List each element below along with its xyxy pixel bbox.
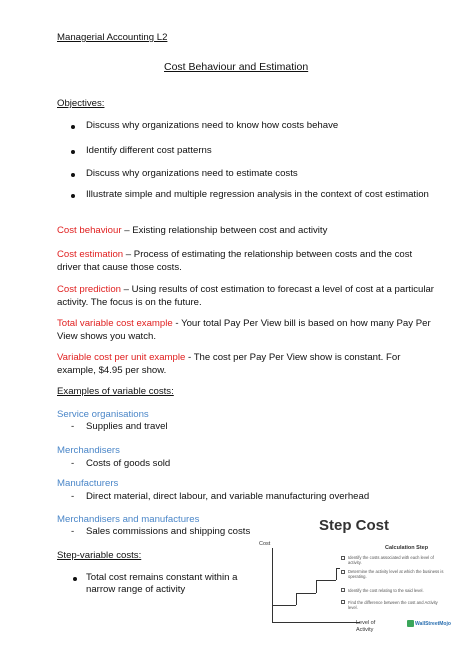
brand-logo-icon [407,620,414,627]
definition-term: Total variable cost example [57,318,173,329]
definition-text: - The cost per Pay Per View show is constant. For example, $4.95 per show. [57,352,401,377]
category-item: Sales commissions and shipping costs [86,526,251,537]
step-bullet-line-1: Total cost remains constant within a [86,572,238,583]
definition-text: – Existing relationship between cost and activity [121,225,328,236]
definition-variable-cost-per-unit [57,351,437,377]
figure-y-label: Cost [259,541,271,547]
calculation-step: Identify the cost relating to the said level. [348,588,424,593]
figure-x-axis [272,622,360,623]
definition-cost-behaviour [57,224,437,237]
step-line [272,605,296,606]
calculation-step: Identify the costs associated with each level of activity. [348,555,434,565]
category-label: Merchandisers [57,445,120,456]
objective-item: Illustrate simple and multiple regression analysis in the context of cost estimation [86,189,429,200]
step-line [296,593,297,605]
category-label: Service organisations [57,409,149,420]
figure-title: Step Cost [319,517,390,534]
checkbox-icon [341,588,345,592]
definition-term: Cost behaviour [57,225,122,236]
step-line [296,593,316,594]
variable-costs-heading: Examples of variable costs: [57,386,174,397]
definition-term: Cost prediction [57,284,121,295]
definition-term: Variable cost per unit example [57,352,186,363]
objective-item: Discuss why organizations need to estimate costs [86,168,298,179]
step-line [316,580,336,581]
definition-total-variable-cost [57,317,437,343]
step-variable-heading: Step-variable costs: [57,550,142,561]
objective-item: Identify different cost patterns [86,145,212,156]
checkbox-icon [341,600,345,604]
bullet-icon [73,577,77,581]
definition-text: - Your total Pay Per View bill is based on how many Pay Per View shows you watch. [57,318,431,343]
step-bullet-line-2: narrow range of activity [86,584,186,595]
step-line [336,568,337,580]
bullet-icon [71,125,75,129]
dash-marker: - [71,458,75,469]
bullet-icon [71,150,75,154]
step-line [336,568,340,569]
category-label: Manufacturers [57,478,119,489]
category-item: Costs of goods sold [86,458,171,469]
definition-text: – Using results of cost estimation to forecast a level of cost at a particular activity. The focus is on the future. [57,284,435,309]
figure-x-label-line-1: Level of [356,620,376,626]
dash-marker: - [71,491,75,502]
calculation-step-title: Calculation Step [385,545,429,551]
category-item: Supplies and travel [86,421,168,432]
definition-term: Cost estimation [57,249,124,260]
dash-marker: - [71,526,75,537]
calculation-step: Find the difference between the cost and Activity level. [348,600,438,610]
brand-name: WallStreetMojo [415,621,451,627]
figure-x-label-line-2: Activity [356,627,374,633]
step-cost-figure [255,514,460,639]
category-label: Merchandisers and manufactures [57,514,200,525]
checkbox-icon [341,570,345,574]
definition-text: – Process of estimating the relationship between costs and the cost driver that cause those costs. [57,249,413,274]
objectives-heading: Objectives: [57,98,105,109]
category-item: Direct material, direct labour, and variable manufacturing overhead [86,491,370,502]
step-line [316,580,317,593]
checkbox-icon [341,556,345,560]
definition-cost-estimation [57,248,437,274]
dash-marker: - [71,421,75,432]
course-header: Managerial Accounting L2 [57,32,168,43]
calculation-step: Determine the activity level at which the business is operating. [348,569,444,579]
figure-y-axis [272,548,273,623]
definition-cost-prediction [57,283,437,309]
objective-item: Discuss why organizations need to know how costs behave [86,120,339,131]
bullet-icon [71,194,75,198]
bullet-icon [71,173,75,177]
page-title: Cost Behaviour and Estimation [164,61,309,73]
